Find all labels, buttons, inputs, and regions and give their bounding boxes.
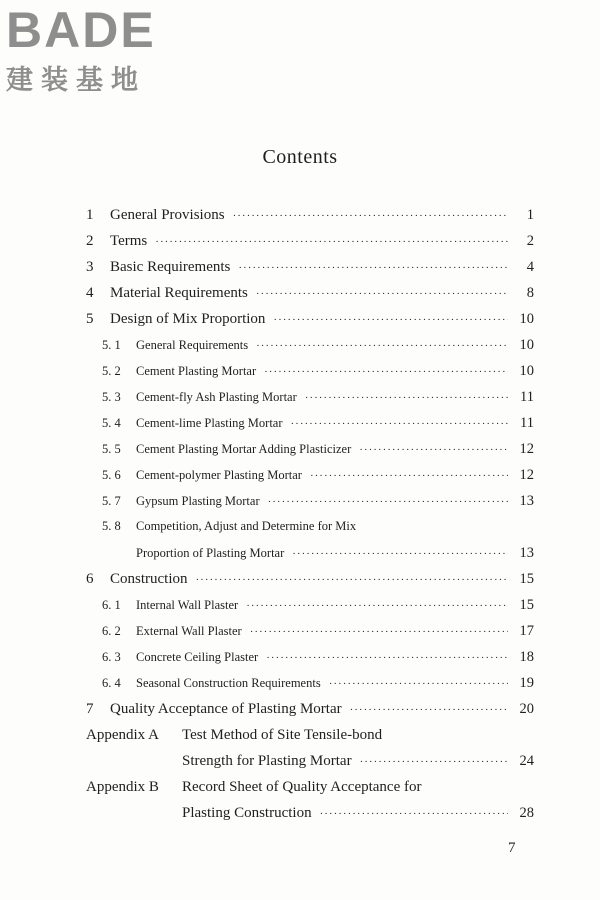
toc-number: 6. 3 <box>102 650 121 664</box>
toc-page: 10 <box>519 337 534 353</box>
toc-number: 5 <box>86 311 94 327</box>
dot-leader <box>292 548 508 560</box>
toc-title: Cement Plasting Mortar Adding Plasticizer <box>136 442 352 456</box>
toc-number: 6. 1 <box>102 598 121 612</box>
toc-title: Cement-lime Plasting Mortar <box>136 416 283 430</box>
toc-page: 24 <box>519 753 534 769</box>
toc-page: 20 <box>519 701 534 717</box>
toc-entry[interactable] <box>86 233 534 259</box>
toc-subentry[interactable] <box>86 415 534 441</box>
dot-leader <box>268 496 508 508</box>
dot-leader <box>310 470 508 482</box>
toc-page: 19 <box>519 675 534 691</box>
toc-page: 13 <box>519 493 534 509</box>
toc-page: 10 <box>519 363 534 379</box>
logo-wordmark: BADE <box>6 2 156 58</box>
toc-number: 5. 8 <box>102 519 121 533</box>
toc-page: 18 <box>519 649 534 665</box>
toc-number: 6. 4 <box>102 676 121 690</box>
toc-subentry[interactable] <box>86 675 534 701</box>
toc-number: 5. 2 <box>102 364 121 378</box>
toc-title: Concrete Ceiling Plaster <box>136 650 259 664</box>
toc-page: 15 <box>519 571 534 587</box>
toc-number: 4 <box>86 285 94 301</box>
toc-number: 1 <box>86 207 94 223</box>
toc-subentry[interactable] <box>86 623 534 649</box>
toc-subentry[interactable] <box>86 597 534 623</box>
dot-leader <box>360 756 508 768</box>
toc-title: Strength for Plasting Mortar <box>182 753 352 769</box>
toc-title: Cement Plasting Mortar <box>136 364 257 378</box>
logo-subtitle: 建装基地 <box>6 65 146 96</box>
toc-number: 6. 2 <box>102 624 121 638</box>
toc-number: 5. 4 <box>102 416 121 430</box>
dot-leader <box>266 652 508 664</box>
toc-entry[interactable] <box>86 207 534 233</box>
toc-entry[interactable] <box>86 259 534 285</box>
toc-title: Basic Requirements <box>110 259 231 275</box>
toc-title: Proportion of Plasting Mortar <box>136 546 285 560</box>
toc-title: Internal Wall Plaster <box>136 598 239 612</box>
toc-page: 15 <box>519 597 534 613</box>
toc-appendix-continuation[interactable] <box>86 753 534 779</box>
dot-leader <box>238 262 508 274</box>
toc-page: 12 <box>519 467 534 483</box>
toc-title: Seasonal Construction Requirements <box>136 676 321 690</box>
dot-leader <box>273 314 508 326</box>
toc-appendix-continuation[interactable] <box>86 805 534 831</box>
toc-number: Appendix B <box>86 779 159 795</box>
toc-number: 5. 5 <box>102 442 121 456</box>
page-number: 7 <box>508 840 516 856</box>
toc-page: 11 <box>520 415 534 431</box>
toc-number: 5. 7 <box>102 494 121 508</box>
toc-title: Material Requirements <box>110 285 248 301</box>
toc-subentry[interactable] <box>86 441 534 467</box>
toc-title: Quality Acceptance of Plasting Mortar <box>110 701 342 717</box>
toc-subentry[interactable] <box>86 649 534 675</box>
dot-leader <box>256 340 508 352</box>
toc-title: Record Sheet of Quality Acceptance for <box>182 779 422 795</box>
toc-entry[interactable] <box>86 701 534 727</box>
dot-leader <box>196 574 509 586</box>
toc-number: 3 <box>86 259 94 275</box>
toc-subentry[interactable] <box>86 363 534 389</box>
toc-entry[interactable] <box>86 311 534 337</box>
table-of-contents <box>86 207 534 831</box>
toc-page: 12 <box>519 441 534 457</box>
toc-page: 4 <box>526 259 534 275</box>
toc-subentry[interactable] <box>86 493 534 519</box>
toc-entry[interactable] <box>86 285 534 311</box>
toc-entry[interactable] <box>86 571 534 597</box>
dot-leader <box>320 808 508 820</box>
dot-leader <box>264 366 508 378</box>
dot-leader <box>350 704 508 716</box>
dot-leader <box>250 626 508 638</box>
toc-page: 17 <box>519 623 534 639</box>
toc-subentry[interactable] <box>86 467 534 493</box>
dot-leader <box>291 418 508 430</box>
toc-title: Gypsum Plasting Mortar <box>136 494 260 508</box>
logo <box>6 4 186 97</box>
toc-title: External Wall Plaster <box>136 624 242 638</box>
toc-page: 13 <box>519 545 534 561</box>
toc-appendix-entry[interactable] <box>86 779 534 805</box>
dot-leader <box>256 288 508 300</box>
dot-leader <box>246 600 508 612</box>
toc-title: Competition, Adjust and Determine for Mix <box>136 519 357 533</box>
toc-title: General Requirements <box>136 338 249 352</box>
dot-leader <box>155 236 508 248</box>
toc-title: Test Method of Site Tensile-bond <box>182 727 383 743</box>
toc-title: Plasting Construction <box>182 805 312 821</box>
toc-page: 2 <box>526 233 534 249</box>
toc-title: General Provisions <box>110 207 225 223</box>
dot-leader <box>305 392 508 404</box>
toc-page: 28 <box>519 805 534 821</box>
toc-title: Terms <box>110 233 148 249</box>
toc-page: 11 <box>520 389 534 405</box>
toc-title: Cement-polymer Plasting Mortar <box>136 468 302 482</box>
toc-page: 1 <box>526 207 534 223</box>
toc-number: 6 <box>86 571 94 587</box>
toc-number: 5. 1 <box>102 338 121 352</box>
toc-appendix-entry[interactable] <box>86 727 534 753</box>
toc-title: Construction <box>110 571 188 587</box>
toc-number: 5. 6 <box>102 468 121 482</box>
toc-subentry[interactable] <box>86 519 534 545</box>
page-title: Contents <box>262 146 338 168</box>
toc-subentry[interactable] <box>86 389 534 415</box>
dot-leader <box>359 444 508 456</box>
toc-number: 5. 3 <box>102 390 121 404</box>
dot-leader <box>233 210 508 222</box>
toc-page: 10 <box>519 311 534 327</box>
dot-leader <box>329 678 508 690</box>
toc-number: 2 <box>86 233 94 249</box>
toc-number: 7 <box>86 701 94 717</box>
toc-title: Cement-fly Ash Plasting Mortar <box>136 390 297 404</box>
toc-subentry-continuation[interactable] <box>86 545 534 571</box>
toc-page: 8 <box>526 285 534 301</box>
toc-subentry[interactable] <box>86 337 534 363</box>
toc-title: Design of Mix Proportion <box>110 311 266 327</box>
toc-number: Appendix A <box>86 727 159 743</box>
